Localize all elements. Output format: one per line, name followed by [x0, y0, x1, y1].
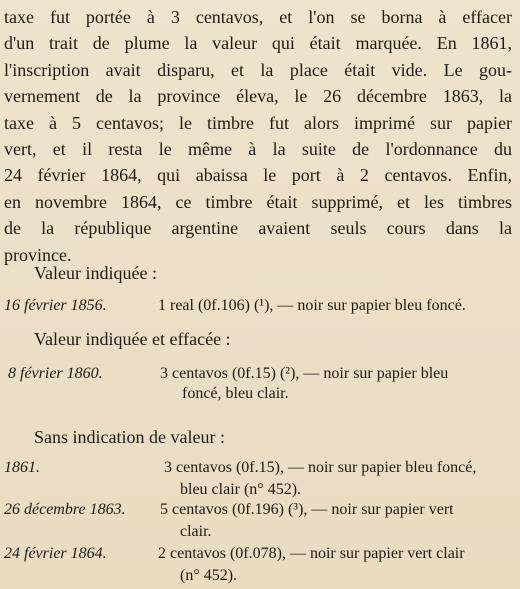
- entry-description: 5 centavos (0f.196) (³), — noir sur papier vert: [160, 501, 454, 518]
- entry-description: bleu clair (n° 452).: [180, 481, 302, 498]
- entry-description: 3 centavos (0f.15) (²), — noir sur papier bleu: [160, 365, 449, 382]
- entry-description: 3 centavos (0f.15), — noir sur papier bleu foncé,: [164, 459, 477, 476]
- entry-date: 8 février 1860.: [8, 365, 103, 382]
- section-heading: Valeur indiquée :: [34, 263, 157, 283]
- entry-description: 1 real (0f.106) (¹), — noir sur papier bleu foncé.: [158, 297, 466, 314]
- paragraph-line: d'un trait de plume la valeur qui était marquée. En 1861,: [4, 33, 512, 54]
- paragraph-line: taxe à 5 centavos; le timbre fut alors imprimé sur papier: [4, 112, 512, 133]
- paragraph-line: vernement de la province éleva, le 26 décembre 1863, la: [4, 86, 512, 107]
- entry-description: 2 centavos (0f.078), — noir sur papier vert clair: [158, 545, 465, 562]
- paragraph-line: 24 février 1864, qui abaissa le port à 2 centavos. Enfin,: [4, 165, 512, 186]
- paragraph-line: vert, et il resta le même à la suite de l'ordonnance du: [4, 138, 512, 159]
- entry-description: clair.: [180, 523, 212, 540]
- entry-description: foncé, bleu clair.: [182, 385, 289, 402]
- entry-date: 26 décembre 1863.: [4, 501, 126, 518]
- paragraph-line: province.: [4, 244, 72, 265]
- section-heading: Sans indication de valeur :: [34, 427, 225, 447]
- entry-date: 16 février 1856.: [4, 297, 107, 314]
- entry-date: 24 février 1864.: [4, 545, 107, 562]
- paragraph-line: l'inscription avait disparu, et la place était vide. Le gou-: [4, 59, 512, 80]
- paragraph-line: taxe fut portée à 3 centavos, et l'on se borna à effacer: [4, 7, 512, 27]
- paragraph-line: en novembre 1864, ce timbre était supprimé, et les timbres: [4, 191, 512, 212]
- entry-date: 1861.: [4, 459, 40, 476]
- section-heading: Valeur indiquée et effacée :: [34, 329, 231, 349]
- paragraph-line: de la république argentine avaient seuls cours dans la: [4, 218, 512, 239]
- entry-description: (n° 452).: [180, 567, 238, 584]
- body-paragraph: [4, 4, 512, 268]
